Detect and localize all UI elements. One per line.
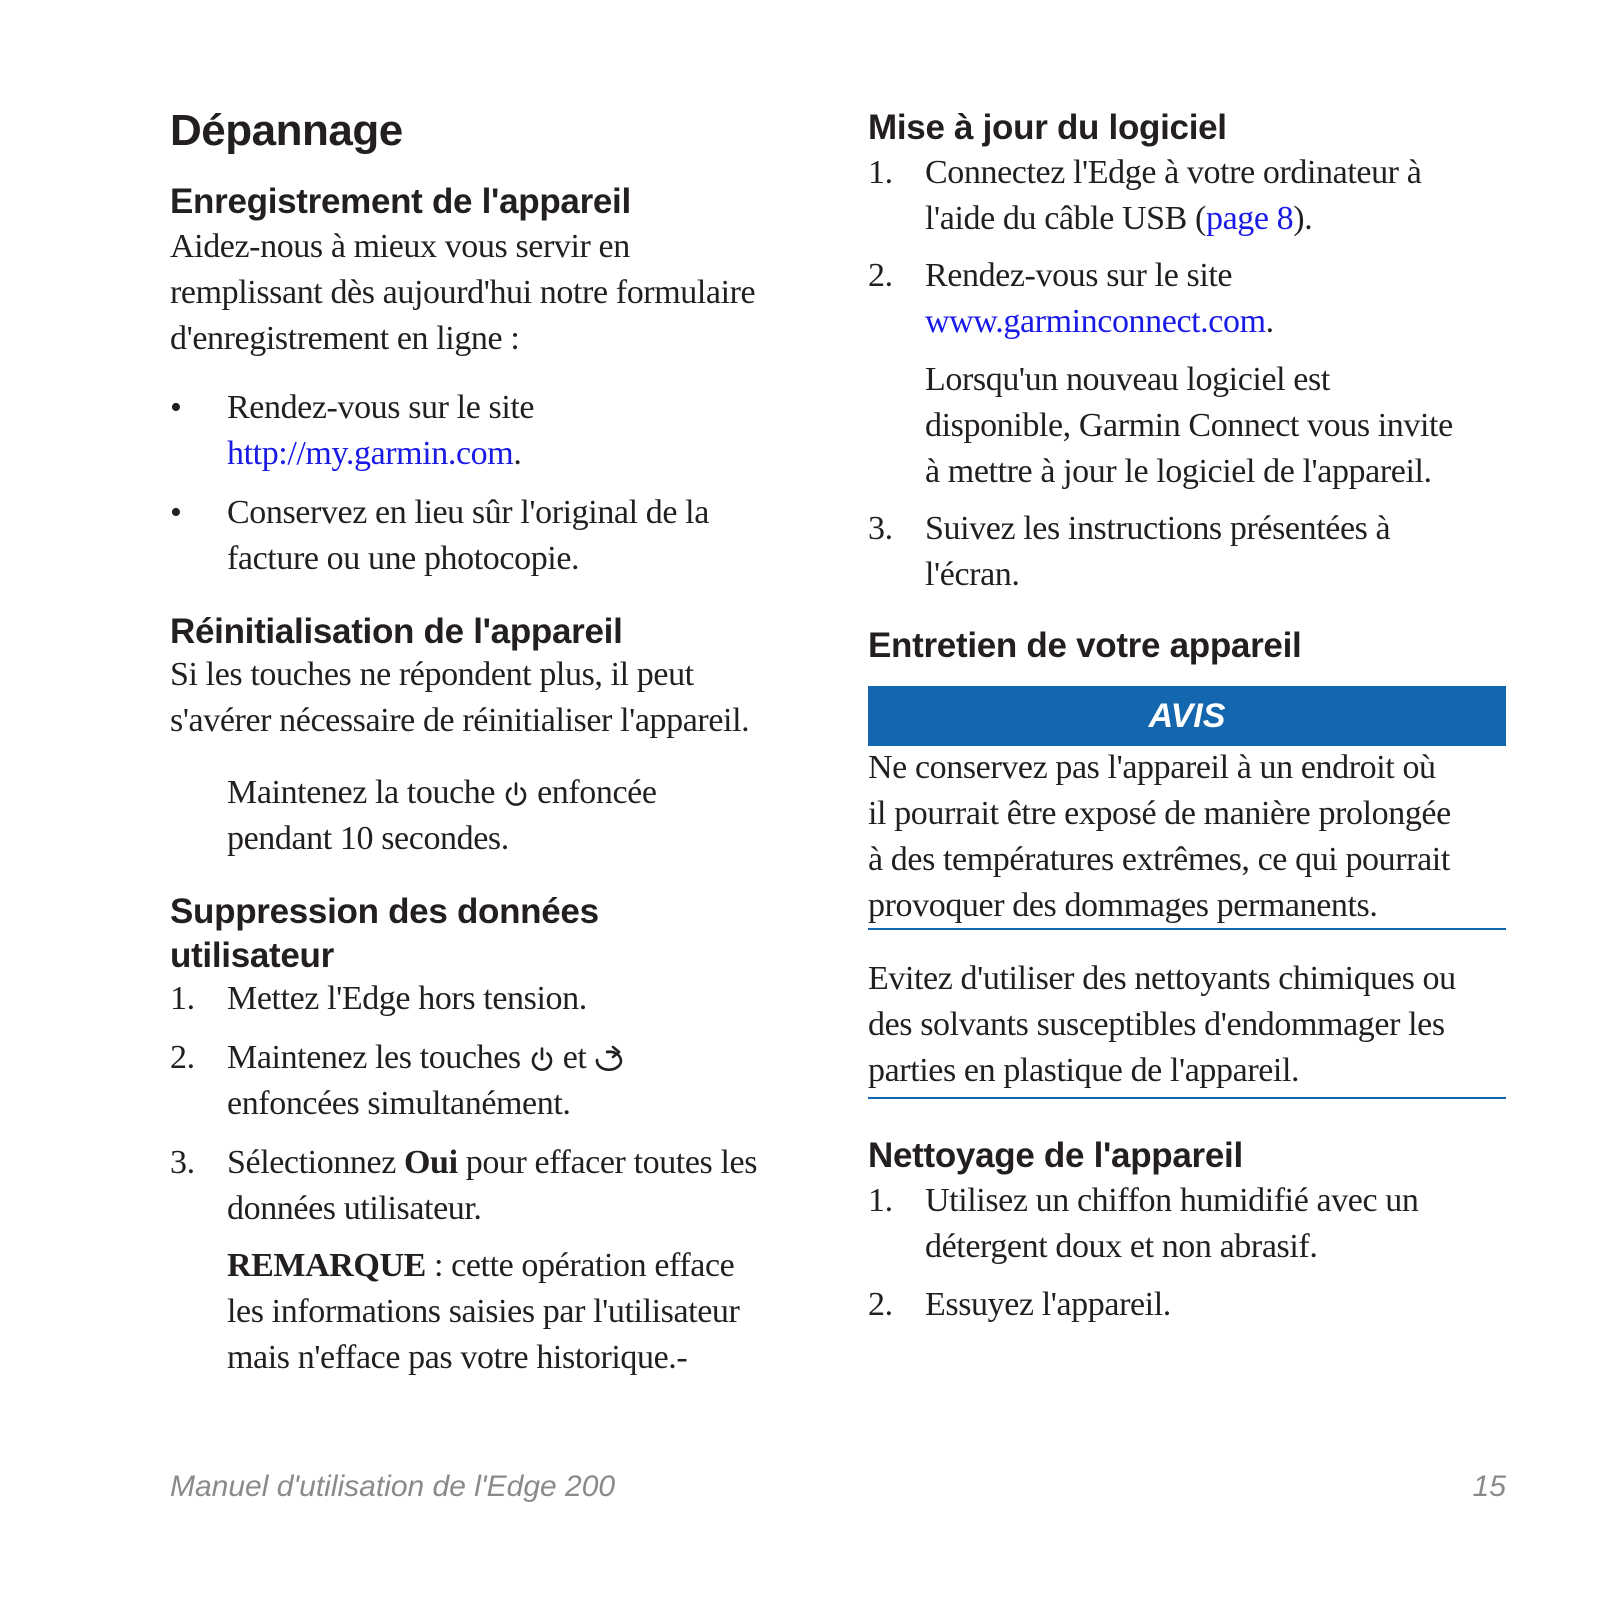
step-text: Essuyez l'appareil.: [925, 1286, 1171, 1323]
note-line: disponible, Garmin Connect vous invite: [925, 407, 1453, 444]
warning-line: Evitez d'utiliser des nettoyants chimiques ou: [868, 960, 1456, 997]
notice-line: Ne conservez pas l'appareil à un endroit où: [868, 749, 1436, 786]
step-text: enfoncées simultanément.: [227, 1085, 571, 1122]
registration-heading: Enregistrement de l'appareil: [170, 182, 631, 221]
page-8-link[interactable]: page 8: [1205, 200, 1294, 237]
step-number: 1.: [170, 980, 195, 1017]
step-text: Sélectionnez: [227, 1144, 405, 1181]
step-number: 2.: [868, 257, 893, 294]
step-text: Mettez l'Edge hors tension.: [227, 980, 587, 1017]
step-text: Maintenez les touches: [227, 1039, 521, 1076]
registration-intro-line: Aidez-nous à mieux vous servir en: [170, 228, 630, 265]
back-icon: [592, 1045, 628, 1075]
garminconnect-link[interactable]: www.garminconnect.com: [925, 303, 1266, 340]
registration-intro: [170, 224, 755, 362]
power-icon: [501, 780, 531, 810]
warning-divider: [868, 1097, 1506, 1099]
step-text: et: [562, 1039, 587, 1076]
bullet-marker: •: [170, 389, 182, 426]
cleaning-heading: Nettoyage de l'appareil: [868, 1136, 1243, 1175]
bullet-text: .: [513, 435, 522, 472]
step-number: 2.: [170, 1039, 195, 1076]
note-line: Lorsqu'un nouveau logiciel est: [925, 361, 1330, 398]
bullet-text: Rendez-vous sur le site: [227, 389, 535, 426]
reset-step-text: Maintenez la touche: [227, 774, 496, 811]
reset-line: Si les touches ne répondent plus, il peut: [170, 656, 694, 693]
step-text: Rendez-vous sur le site: [925, 257, 1233, 294]
notice-label: AVIS: [1148, 697, 1226, 735]
care-heading: Entretien de votre appareil: [868, 626, 1302, 665]
reset-heading: Réinitialisation de l'appareil: [170, 612, 623, 651]
step-number: 1.: [868, 1182, 893, 1219]
note-line: à mettre à jour le logiciel de l'appareil.: [925, 453, 1432, 490]
note-label: REMARQUE: [227, 1247, 426, 1284]
delete-heading-line: utilisateur: [170, 936, 334, 975]
note-text: mais n'efface pas votre historique.-: [227, 1339, 688, 1376]
notice-line: à des températures extrêmes, ce qui pourrait: [868, 841, 1450, 878]
step-text: détergent doux et non abrasif.: [925, 1228, 1318, 1265]
notice-line: il pourrait être exposé de manière prolongée: [868, 795, 1451, 832]
step-text: ).: [1293, 200, 1313, 237]
warning-line: parties en plastique de l'appareil.: [868, 1052, 1300, 1089]
step-text: données utilisateur.: [227, 1190, 482, 1227]
registration-intro-line: remplissant dès aujourd'hui notre formulaire: [170, 274, 756, 311]
registration-intro-line: d'enregistrement en ligne :: [170, 320, 520, 357]
footer-manual-title: Manuel d'utilisation de l'Edge 200: [170, 1470, 616, 1503]
bullet-text: facture ou une photocopie.: [227, 540, 580, 577]
bullet-text: Conservez en lieu sûr l'original de la: [227, 494, 709, 531]
note-text: les informations saisies par l'utilisateur: [227, 1293, 740, 1330]
step-text: .: [1265, 303, 1274, 340]
update-heading: Mise à jour du logiciel: [868, 108, 1227, 147]
garmin-registration-link[interactable]: http://my.garmin.com: [227, 435, 514, 472]
notice-line: provoquer des dommages permanents.: [868, 887, 1378, 924]
step-text: Suivez les instructions présentées à: [925, 510, 1391, 547]
notice-divider: [868, 928, 1506, 930]
bullet-marker: •: [170, 494, 182, 531]
notice-banner: [868, 686, 1506, 746]
step-text: Connectez l'Edge à votre ordinateur à: [925, 154, 1422, 191]
step-text: l'aide du câble USB (: [925, 200, 1206, 237]
power-icon: [527, 1045, 557, 1075]
page-title: Dépannage: [170, 106, 403, 155]
delete-heading: [170, 890, 599, 978]
reset-step-text: enfoncée: [537, 774, 657, 811]
warning-line: des solvants susceptibles d'endommager les: [868, 1006, 1445, 1043]
option-oui: Oui: [404, 1144, 458, 1181]
step-number: 2.: [868, 1286, 893, 1323]
delete-heading-line: Suppression des données: [170, 892, 599, 931]
note-text: : cette opération efface: [425, 1247, 735, 1284]
reset-step-text: pendant 10 secondes.: [227, 820, 509, 857]
step-number: 1.: [868, 154, 893, 191]
notice-text: [868, 745, 1451, 929]
reset-text: [170, 652, 749, 744]
step-text: Utilisez un chiffon humidifié avec un: [925, 1182, 1419, 1219]
page-number: 15: [1472, 1470, 1506, 1503]
chemical-warning: [868, 956, 1456, 1094]
step-number: 3.: [868, 510, 893, 547]
reset-line: s'avérer nécessaire de réinitialiser l'appareil.: [170, 702, 750, 739]
step-number: 3.: [170, 1144, 195, 1181]
step-text: l'écran.: [925, 556, 1020, 593]
step-text: pour effacer toutes les: [457, 1144, 758, 1181]
